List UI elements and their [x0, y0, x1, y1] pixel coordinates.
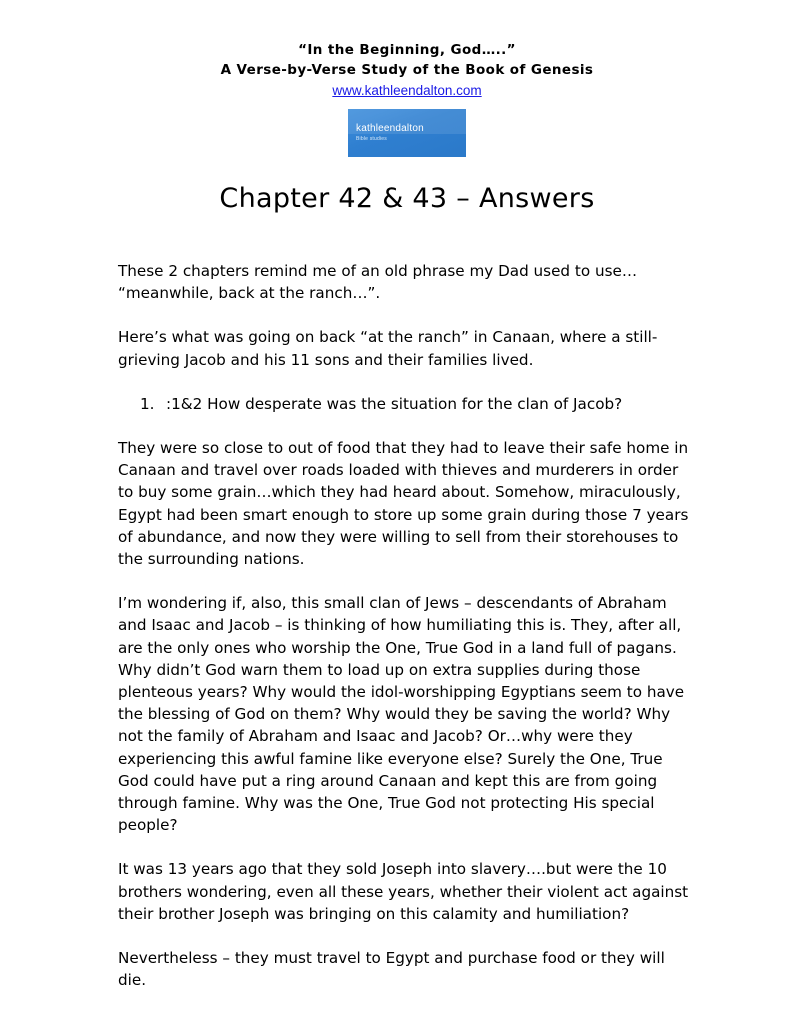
document-body — [118, 260, 696, 991]
kathleendalton-logo-icon — [348, 109, 466, 157]
page-title: Chapter 42 & 43 – Answers — [219, 183, 595, 214]
question-number: 1. — [140, 394, 155, 413]
logo-name-text: kathleendalton — [356, 123, 424, 134]
paragraph-closing: Nevertheless – they must travel to Egypt and purchase food or they will die. — [118, 949, 665, 990]
question-text: :1&2 How desperate was the situation for the clan of Jacob? — [166, 394, 623, 413]
list-item — [140, 393, 696, 415]
paragraph-answer-2: I’m wondering if, also, this small clan of Jews – descendants of Abraham and Isaac and Jacob – is thinking of how humiliating this is. They, after all, are the only ones who worship the One, True God in a land full of pagans. Why didn’t God warn them to load up on extra supplies during those plenteous years? Why would the idol-worshipping Egyptians seem to have the blessing of God on them? Why would they be saving the world? Why not the family of Abraham and Isaac and Jacob? Or…why were they experiencing this awful famine like everyone else? Surely the One, True God could have put a ring around Canaan and kept this are from going through famine. Why was the One, True God not protecting His special people? — [118, 594, 685, 835]
logo-container — [118, 109, 696, 157]
website-link[interactable]: www.kathleendalton.com — [332, 83, 482, 98]
paragraph-intro: These 2 chapters remind me of an old phrase my Dad used to use… “meanwhile, back at the ranch…”. — [118, 262, 638, 303]
header-subtitle-line-2: A Verse-by-Verse Study of the Book of Genesis — [220, 62, 594, 78]
document-header — [118, 40, 696, 101]
paragraph-answer-3: It was 13 years ago that they sold Joseph into slavery….but were the 10 brothers wondering, even all these years, whether their violent act against their brother Joseph was bringing on this calamity and humiliation? — [118, 860, 689, 923]
question-list — [118, 393, 696, 415]
header-title-line-1: “In the Beginning, God…..” — [298, 42, 516, 58]
paragraph-answer-1: They were so close to out of food that they had to leave their safe home in Canaan and travel over roads loaded with thieves and murderers in order to buy some grain…which they had heard about. Somehow, miraculously, Egypt had been smart enough to store up some grain during those 7 years of abundance, and now they were willing to sell from their storehouses to the surrounding nations. — [118, 439, 689, 569]
paragraph-context: Here’s what was going on back “at the ranch” in Canaan, where a still-grieving Jacob and his 11 sons and their families lived. — [118, 328, 658, 369]
logo-tagline-text: Bible studies — [356, 136, 387, 142]
